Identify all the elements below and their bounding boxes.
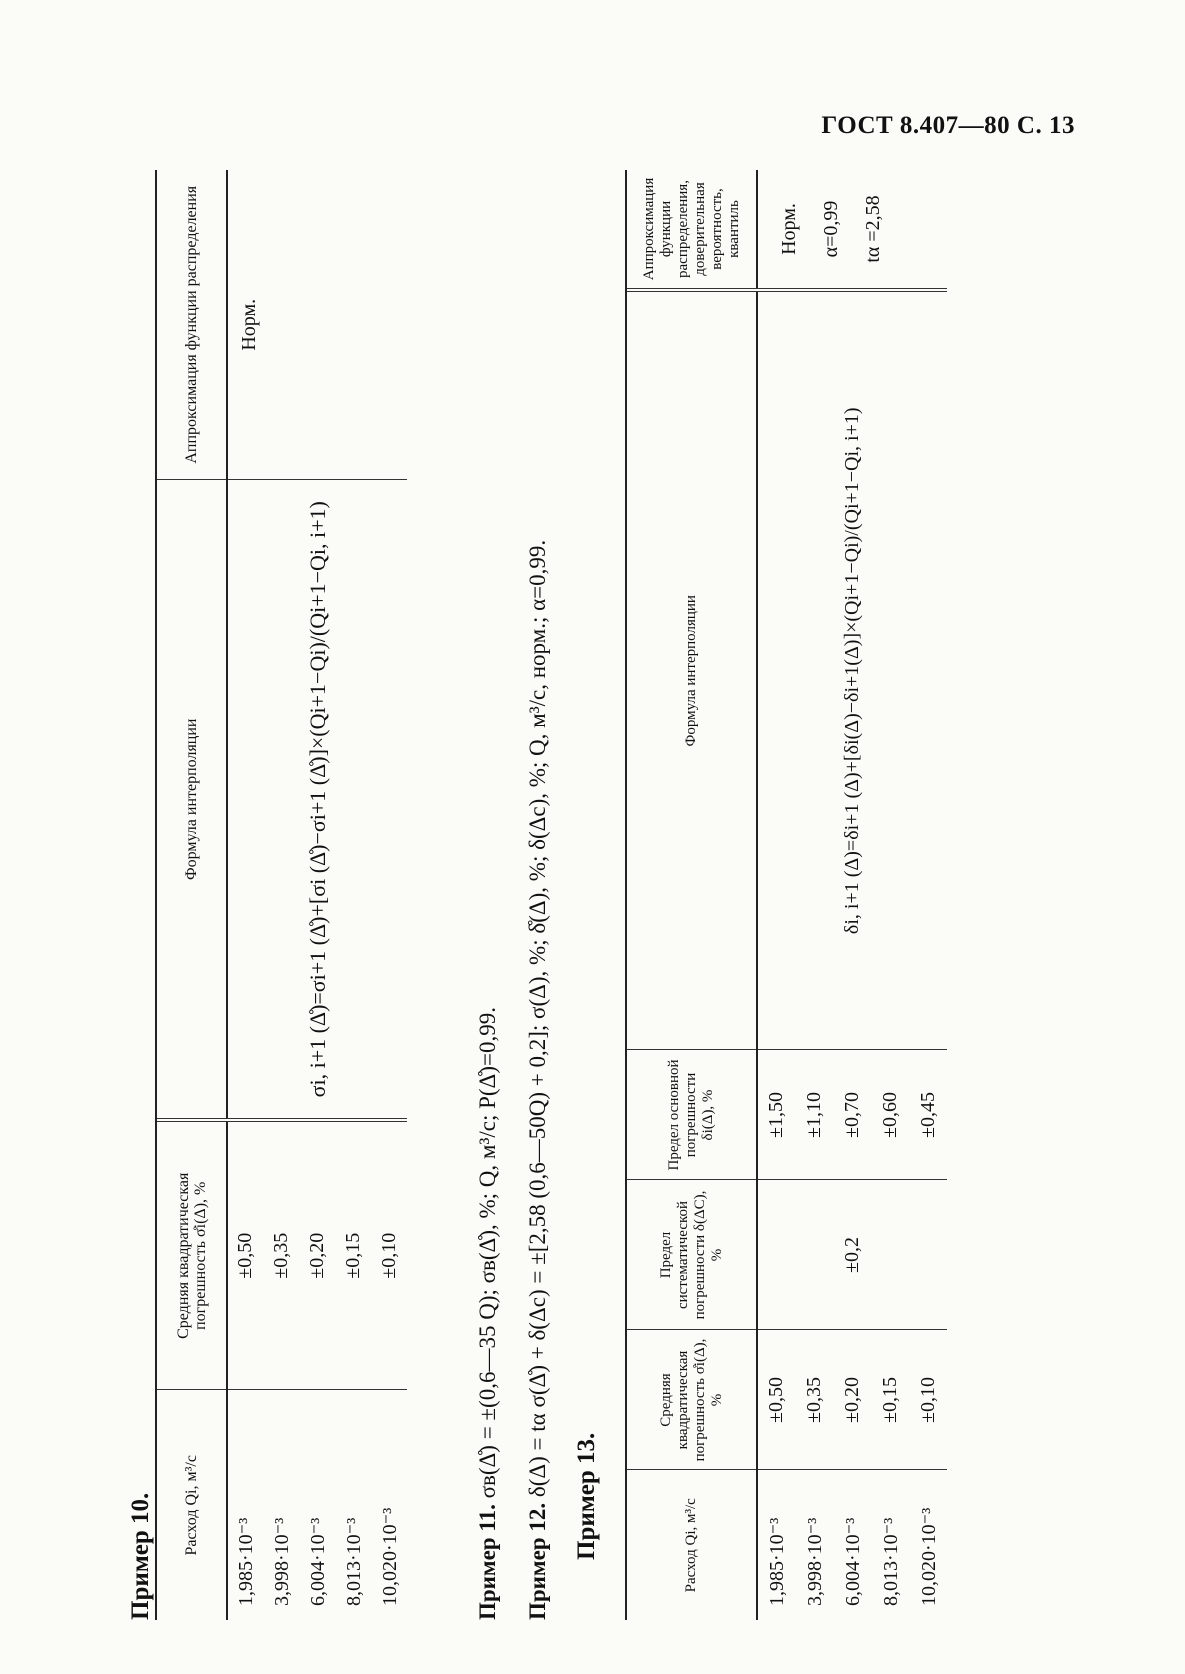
t13-delta: ±0,70 <box>833 1050 871 1180</box>
t13-sigma: ±0,15 <box>871 1330 909 1470</box>
t13-sigma: ±0,35 <box>795 1330 833 1470</box>
t13-sigma: ±0,10 <box>909 1330 947 1470</box>
t13-col-approx: Аппроксимация функции распределения, доверительная вероятность, квантиль <box>627 170 757 290</box>
example13-table <box>627 170 947 1620</box>
t13-approx <box>757 170 947 290</box>
t10-q: 10,020·10⁻³ <box>378 1507 401 1606</box>
example10-table <box>157 170 407 1620</box>
example13-label: Пример 13. <box>573 1432 600 1560</box>
t13-delta: ±0,45 <box>909 1050 947 1180</box>
t13-sigma: ±0,50 <box>757 1330 795 1470</box>
example11-label: Пример 11. <box>475 1504 500 1620</box>
t13-col-systematic: Предел систематической погрешности δ(ΔС), % <box>627 1180 757 1330</box>
t10-formula: σi, i+1 (Δ̊)=σi+1 (Δ̊)+[σi (Δ̊)−σi+1 (Δ̊)]×(Qi+1−Qi)/(Qi+1−Qi, i+1) <box>227 480 407 1120</box>
t13-delta: ±1,50 <box>757 1050 795 1180</box>
t13-approx-alpha: α=0,99 <box>820 200 842 258</box>
t10-sigma: ±0,20 <box>299 1120 335 1390</box>
t13-sigma: ±0,20 <box>833 1330 871 1470</box>
t13-q: 10,020·10⁻³ <box>917 1507 940 1606</box>
t13-approx-dist: Норм. <box>778 203 800 255</box>
t13-col-sigma: Средняя квадратическая погрешность σ̊i(Δ), % <box>627 1330 757 1470</box>
t13-col-q: Расход Qi, м³/с <box>627 1470 757 1620</box>
t10-approx: Норм. <box>227 170 407 480</box>
t10-q: 8,013·10⁻³ <box>342 1517 365 1606</box>
example11-text: σв(Δ̊) = ±(0,6—35 Q); σв(Δ̊), %; Q, м³/с; P(Δ̊)=0,99. <box>475 1007 500 1499</box>
t10-col-formula: Формула интерполяции <box>157 480 227 1120</box>
t10-sigma: ±0,35 <box>263 1120 299 1390</box>
t13-formula: δi, i+1 (Δ)=δi+1 (Δ)+[δi(Δ)−δi+1(Δ)]×(Qi+1−Qi)/(Qi+1−Qi, i+1) <box>757 290 947 1050</box>
example10-label: Пример 10. <box>127 1492 154 1620</box>
t10-q: 1,985·10⁻³ <box>235 1517 257 1606</box>
t10-col-sigma: Средняя квадратическая погрешность σ̊i(Δ), % <box>157 1120 227 1390</box>
t13-approx-quantile: tα =2,58 <box>862 195 884 263</box>
rotated-content <box>125 170 1055 1620</box>
t10-q: 3,998·10⁻³ <box>270 1517 293 1606</box>
t13-systematic: ±0,2 <box>757 1180 947 1330</box>
t13-q: 8,013·10⁻³ <box>879 1517 902 1606</box>
t10-col-approx: Аппроксимация функции распределения <box>157 170 227 480</box>
example11-line <box>475 1007 501 1620</box>
t13-q: 6,004·10⁻³ <box>841 1517 864 1606</box>
t13-delta: ±1,10 <box>795 1050 833 1180</box>
example12-line <box>525 540 551 1620</box>
t10-q: 6,004·10⁻³ <box>306 1517 329 1606</box>
t13-col-delta: Предел основной погрешности δi(Δ), % <box>627 1050 757 1180</box>
example12-text: δ(Δ) = tα σ(Δ̊) + δ(Δс) = ±[2,58 (0,6—50Q) + 0,2]; σ(Δ), %; δ̊(Δ), %; δ(Δс), %; Q, м³/с, норм.; α=0,99. <box>525 539 550 1498</box>
example12-label: Пример 12. <box>525 1502 550 1620</box>
t10-sigma: ±0,10 <box>371 1120 407 1390</box>
t13-col-formula: Формула интерполяции <box>627 290 757 1050</box>
t10-sigma: ±0,50 <box>227 1120 263 1390</box>
page-header: ГОСТ 8.407—80 С. 13 <box>821 112 1075 139</box>
t13-q: 3,998·10⁻³ <box>803 1517 826 1606</box>
t13-q: 1,985·10⁻³ <box>766 1517 788 1606</box>
t10-sigma: ±0,15 <box>335 1120 371 1390</box>
t13-delta: ±0,60 <box>871 1050 909 1180</box>
t10-col-q: Расход Qi, м³/с <box>157 1390 227 1620</box>
